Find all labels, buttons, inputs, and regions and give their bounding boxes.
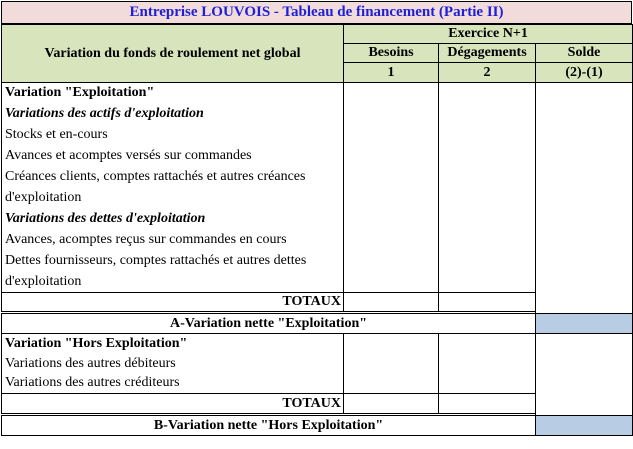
solde-cell bbox=[536, 83, 633, 314]
dettes-heading: Variations des dettes d'exploitation bbox=[2, 209, 344, 230]
besoins-cell bbox=[344, 251, 439, 272]
degagements-cell bbox=[439, 146, 536, 167]
besoins-cell bbox=[344, 125, 439, 146]
header-solde: Solde bbox=[536, 44, 633, 63]
list-item: d'exploitation bbox=[2, 188, 344, 209]
header-num-degagements: 2 bbox=[439, 63, 536, 83]
degagements-cell bbox=[439, 374, 536, 394]
totaux-degagements-cell bbox=[439, 394, 536, 414]
header-num-besoins: 1 bbox=[344, 63, 439, 83]
degagements-cell bbox=[439, 230, 536, 251]
degagements-cell bbox=[439, 125, 536, 146]
degagements-cell bbox=[439, 334, 536, 354]
net-hors-exploitation-label: B-Variation nette "Hors Exploitation" bbox=[2, 416, 536, 436]
totaux-exploitation-label: TOTAUX bbox=[2, 293, 344, 312]
header-exercice: Exercice N+1 bbox=[344, 25, 633, 44]
besoins-cell bbox=[344, 354, 439, 374]
list-item: Stocks et en-cours bbox=[2, 125, 344, 146]
list-item: Avances, acomptes reçus sur commandes en cours bbox=[2, 230, 344, 251]
degagements-cell bbox=[439, 209, 536, 230]
besoins-cell bbox=[344, 146, 439, 167]
net-hors-exploitation-solde bbox=[536, 416, 633, 436]
list-item: Variations des autres créditeurs bbox=[2, 374, 344, 394]
degagements-cell bbox=[439, 104, 536, 125]
besoins-cell bbox=[344, 188, 439, 209]
list-item: Variations des autres débiteurs bbox=[2, 354, 344, 374]
header-main-label: Variation du fonds de roulement net global bbox=[2, 25, 344, 83]
besoins-cell bbox=[344, 272, 439, 293]
degagements-cell bbox=[439, 354, 536, 374]
degagements-cell bbox=[439, 188, 536, 209]
besoins-cell bbox=[344, 167, 439, 188]
totaux-degagements-cell bbox=[439, 293, 536, 312]
list-item: Dettes fournisseurs, comptes rattachés et autres dettes bbox=[2, 251, 344, 272]
totaux-hors-exploitation-label: TOTAUX bbox=[2, 394, 344, 414]
header-besoins: Besoins bbox=[344, 44, 439, 63]
besoins-cell bbox=[344, 374, 439, 394]
table-title: Entreprise LOUVOIS - Tableau de financement (Partie II) bbox=[1, 1, 632, 24]
financing-table-sheet bbox=[1, 1, 632, 436]
degagements-cell bbox=[439, 251, 536, 272]
degagements-cell bbox=[439, 83, 536, 104]
degagements-cell bbox=[439, 272, 536, 293]
list-item: Avances et acomptes versés sur commandes bbox=[2, 146, 344, 167]
financing-table bbox=[1, 24, 633, 436]
net-exploitation-solde bbox=[536, 314, 633, 334]
list-item: d'exploitation bbox=[2, 272, 344, 293]
totaux-besoins-cell bbox=[344, 293, 439, 312]
actifs-heading: Variations des actifs d'exploitation bbox=[2, 104, 344, 125]
besoins-cell bbox=[344, 230, 439, 251]
besoins-cell bbox=[344, 83, 439, 104]
besoins-cell bbox=[344, 209, 439, 230]
header-degagements: Dégagements bbox=[439, 44, 536, 63]
besoins-cell bbox=[344, 334, 439, 354]
hors-exploitation-heading: Variation "Hors Exploitation" bbox=[2, 334, 344, 354]
net-exploitation-label: A-Variation nette "Exploitation" bbox=[2, 314, 536, 334]
solde-cell bbox=[536, 334, 633, 416]
header-num-solde: (2)-(1) bbox=[536, 63, 633, 83]
exploitation-heading: Variation "Exploitation" bbox=[2, 83, 344, 104]
list-item: Créances clients, comptes rattachés et autres créances bbox=[2, 167, 344, 188]
besoins-cell bbox=[344, 104, 439, 125]
totaux-besoins-cell bbox=[344, 394, 439, 414]
degagements-cell bbox=[439, 167, 536, 188]
